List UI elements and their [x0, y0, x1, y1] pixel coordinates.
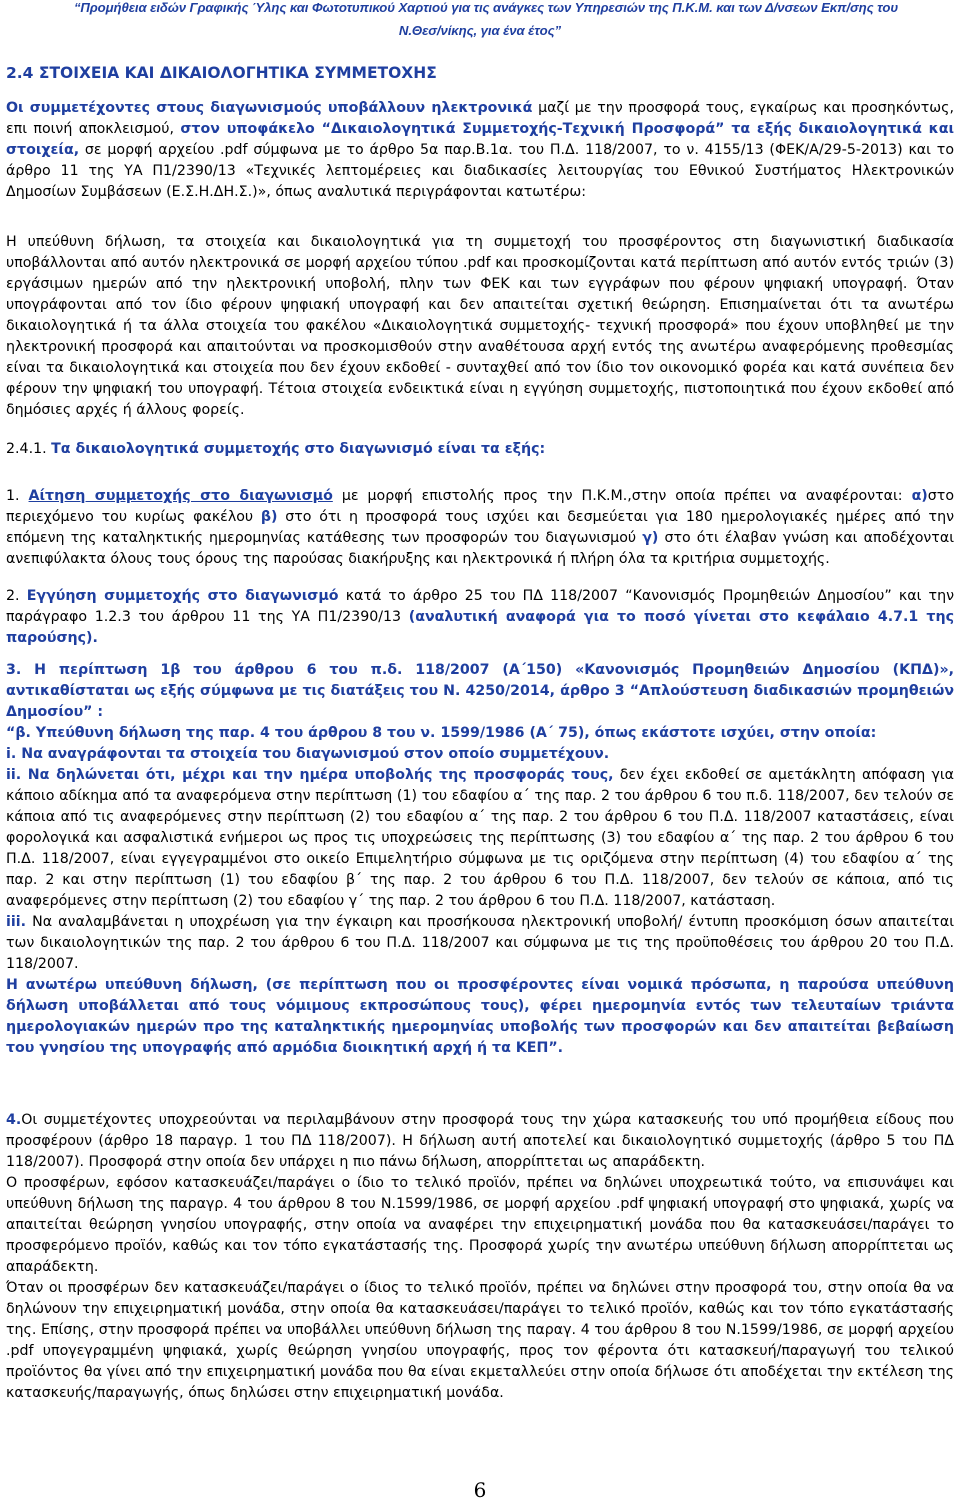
intro-bold-1: Οι συμμετέχοντες στους διαγωνισμούς υποβάλλουν ηλεκτρονικά: [6, 100, 533, 116]
intro-text-2: σε μορφή αρχείου .pdf σύμφωνα με το άρθρο 5α παρ.Β.1α. του Π.Δ. 118/2007, το ν. 4155/13 (ΦΕΚ/Α/29-5-2013) και το άρθρο 11 της ΥΑ Π1/2390/13 «Τεχνικές λεπτομέρειες και διαδικασίες λειτουργίας του Εθνικού Συστήματος Ηλεκτρονικών Δημοσίων Συμβάσεων (Ε.Σ.Η.ΔΗ.Σ.)», όπως αναλυτικά περιγράφονται κατωτέρω:: [6, 142, 954, 200]
item-1-heading: Αίτηση συμμετοχής στο διαγωνισμό: [28, 488, 333, 504]
item-1-text-a: με μορφή επιστολής προς την Π.Κ.Μ.,στην οποία πρέπει να αναφέρονται:: [332, 488, 912, 504]
paragraph-intro: [6, 98, 954, 203]
item-3-i-clause: i. Να αναγράφονται τα στοιχεία του διαγωνισμού στον οποίο συμμετέχουν.: [6, 746, 610, 762]
subsection-2-4-1: [6, 439, 954, 460]
item-2-note: (αναλυτική αναφορά για το ποσό γίνεται στο κεφάλαιο 4.7.1 της παρούσης).: [6, 609, 954, 646]
page-number: 6: [473, 1478, 487, 1502]
item-4: [6, 1110, 954, 1404]
item-3-ii-text: δεν έχει εκδοθεί σε αμετάκλητη απόφαση για κάποιο αδίκημα από τα αναφερόμενα στην περίπτωση (1) του εδαφίου α΄ της παρ. 2 του άρθρου 6 του π.δ. 118/2007, δεν τελούν σε κάποια από τις αναφερόμενες στην περίπτωση (2) του εδαφίου α΄ της παρ. 2 του άρθρου 6 του Π.Δ. 118/2007 καταστάσεις, είναι φορολογικά και ασφαλιστικά ενήμεροι ως προς τις υποχρεώσεις της περίπτωσης (3) του εδαφίου α΄ της παρ. 2 του άρθρου 6 του Π.Δ. 118/2007, είναι εγγεγραμμένοι στο οικείο Επιμελητήριο σύμφωνα με τις οριζόμενα στην περίπτωση (4) του εδαφίου α΄ της παρ. 2 και στην περίπτωση (1) του εδαφίου β΄ της παρ. 2 του άρθρου 6 του Π.Δ. 118/2007, δεν τελούν σε κάποια, από τις αναφερόμενες στην περίπτωση (2) του εδαφίου γ΄ της παρ. 2 του άρθρου 6 του Π.Δ. 118/2007, κατάσταση.: [6, 767, 955, 909]
intro-text-1: μαζί με την προσφορά τους, εγκαίρως και προσηκόντως, επι ποινή αποκλεισμού,: [6, 100, 954, 137]
item-1-b-marker: β): [260, 509, 278, 525]
paragraph-declaration: Η υπεύθυνη δήλωση, τα στοιχεία και δικαιολογητικά για τη συμμετοχή του προσφέροντος στη διαγωνιστική διαδικασία υποβάλλονται από αυτόν ηλεκτρονικά σε μορφή αρχείου τύπου .pdf και προσκομίζονται κατά περίπτωση από αυτόν εντός τριών (3) εργάσιμων ημερών από την ηλεκτρονική υποβολή, πλην των ΦΕΚ και των εγγράφων που φέρουν ψηφιακή υπογραφή. Όταν υπογράφονται από τον ίδιο φέρουν ψηφιακή υπογραφή και δεν απαιτείται σχετική θεώρηση. Επισημαίνεται ότι τα ανωτέρω δικαιολογητικά ή τα άλλα στοιχεία του φακέλου «Δικαιολογητικά συμμετοχής- τεχνική προσφορά» που έχουν υποβληθεί με την ηλεκτρονική προσφορά και απαιτούνται να προσκομισθούν στην αναθέτουσα αρχή εντός της ανωτέρω αναφερόμενης προθεσμίας είναι τα δικαιολογητικά και στοιχεία που δεν έχουν εκδοθεί - συνταχθεί από τον ίδιο τον οικονομικό φορέα και κατά συνέπεια δεν φέρουν την ψηφιακή του υπογραφή. Τέτοια στοιχεία ενδεικτικά είναι η εγγύηση συμμετοχής, πιστοποιητικά που έχουν εκδοθεί από δημόσιες αρχές ή άλλους φορείς.: [6, 234, 954, 418]
item-2-number: 2.: [6, 588, 27, 604]
item-1-a-marker: α): [911, 488, 928, 504]
item-4-para-3: Όταν οι προσφέρων δεν κατασκευάζει/παράγει ο ίδιος το τελικό προϊόν, πρέπει να δηλώνει στην προσφορά του, στην οποία θα να δηλώνουν την επιχειρηματική μονάδα, στην οποία θα κατασκευάσει/παράγει το τελικό προϊόν, καθώς και τον τόπο εγκατάστασής της. Επίσης, στην προσφορά πρέπει να υποβάλλει υπεύθυνη δήλωση της παραγ. 4 του άρθρου 8 του Ν.1599/1986, σε μορφή αρχείου .pdf υπογεγραμμένη ψηφιακά, χωρίς θεώρηση γνησίου υπογραφής, προς τον φέροντα ότι κατασκευή/παραγωγή του τελικού προϊόντος θα γίνει από την επιχειρηματική μονάδα που θα είναι εκμεταλλεύει στην οποία δήλωσε ότι αποδέχεται την εκτέλεση της κατασκευής/παραγωγής, όπως δηλώσει στην επιχειρηματική μονάδα.: [6, 1280, 954, 1401]
item-3-final: Η ανωτέρω υπεύθυνη δήλωση, (σε περίπτωση που οι προσφέροντες είναι νομικά πρόσωπα, η παρούσα υπεύθυνη δήλωση υποβάλλεται από τους νόμιμους εκπροσώπους τους), φέρει ημερομηνία εντός των τελευταίων τριάντα ημερολογιακών ημερών προ της καταληκτικής ημερομηνίας υποβολής των προσφορών και δεν απαιτείται βεβαίωση του γνησίου της υπογραφής από αρμόδια διοικητική αρχή ή τα ΚΕΠ”.: [6, 977, 954, 1056]
intro-bold-2: στον υποφάκελο “Δικαιολογητικά Συμμετοχής-Τεχνική Προσφορά” τα εξής δικαιολογητικά και στοιχεία,: [6, 121, 955, 158]
item-3-ii-lead: ii. Να δηλώνεται ότι, μέχρι και την ημέρα υποβολής της προσφοράς τους,: [6, 767, 614, 783]
item-1-c-marker: γ): [642, 530, 659, 546]
header-line-1: “Προμήθεια ειδών Γραφικής Ύλης και Φωτοτυπικού Χαρτιού για τις ανάγκες των Υπηρεσιών της Π.Κ.Μ. και των Δ/νσεων Εκπ/σης του: [73, 0, 899, 15]
item-3: [6, 660, 954, 1059]
subsection-number: 2.4.1.: [6, 441, 52, 457]
section-title: 2.4 ΣΤΟΙΧΕΙΑ ΚΑΙ ΔΙΚΑΙΟΛΟΓΗΤΙΚΑ ΣΥΜΜΕΤΟΧΗΣ: [6, 64, 437, 82]
item-4-para-1: Οι συμμετέχοντες υποχρεούνται να περιλαμβάνουν στην προσφορά τους την χώρα κατασκευής του υπό προμήθεια είδους που προσφέρουν (άρθρο 18 παραγρ. 1 του ΠΔ 118/2007). Η δήλωση αυτή αποτελεί και δικαιολογητικό συμμετοχής (άρθρο 5 του ΠΔ 118/2007). Προσφορά στην οποία δεν υπάρχει η πιο πάνω δήλωση, απορρίπτεται ως απαράδεκτη.: [6, 1112, 954, 1170]
item-4-number: 4.: [6, 1112, 22, 1128]
item-1-text-c: στο ότι η προσφορά τους ισχύει και δεσμεύεται για 180 ημερολογιακές ημέρες από την επόμενη της καταληκτικής ημερομηνίας κατάθεσης των προσφορών του διαγωνισμού: [6, 509, 954, 546]
item-1-number: 1.: [6, 488, 29, 504]
header-line-2: Ν.Θεσ/νίκης, για ένα έτος”: [398, 23, 562, 38]
item-2-text: κατά το άρθρο 25 του ΠΔ 118/2007 “Κανονισμός Προμηθειών Δημοσίου” και την παράγραφο 1.2.3 του άρθρου 11 της ΥΑ Π1/2390/13: [6, 588, 955, 625]
item-4-para-2: Ο προσφέρων, εφόσον κατασκευάζει/παράγει ο ίδιο το τελικό προϊόν, πρέπει να δηλώνει υποχρεωτικά τούτο, να επισυνάψει και υπεύθυνη δήλωση της παραγρ. 4 του άρθρου 8 του Ν.1599/1986, σε μορφή αρχείου .pdf ψηφιακή υπογραφή στο ψηφιακά, χωρίς να απαιτείται θεώρηση γνησίου υπογραφής, στην οποία να αναφέρει την επιχειρηματική μονάδα που θα κατασκευάσει/παράγει το προσφερόμενο προϊόν, καθώς και τον τόπο εγκατάστασής της. Προσφορά χωρίς την ανωτέρω υπεύθυνη δήλωση απορρίπτεται ως απαράδεκτη.: [6, 1175, 954, 1275]
item-1-text-d: στο ότι έλαβαν γνώση και αποδέχονται ανεπιφύλακτα όλους τους όρους της παρούσας διακήρυξης και ηλεκτρονικά ή πλήρη όλα τα κριτήρια συμμετοχής.: [6, 530, 954, 567]
item-3-iii-lead: iii.: [6, 914, 26, 930]
subsection-heading: Τα δικαιολογητικά συμμετοχής στο διαγωνισμό είναι τα εξής:: [51, 441, 546, 457]
item-1: [6, 486, 954, 570]
item-3-b-clause: “β. Υπεύθυνη δήλωση της παρ. 4 του άρθρου 8 του ν. 1599/1986 (Α΄ 75), όπως εκάστοτε ισχύει, στην οποία:: [6, 725, 877, 741]
item-1-text-b: στο περιεχόμενο του κυρίως φακέλου: [6, 488, 955, 525]
item-2-heading: Εγγύηση συμμετοχής στο διαγωνισμό: [26, 588, 339, 604]
item-2: [6, 586, 954, 649]
item-3-iii-text: Να αναλαμβάνεται η υποχρέωση για την έγκαιρη και προσήκουσα ηλεκτρονική υποβολή/ έντυπη προσκόμιση όσων απαιτείται των δικαιολογητικών της παρ. 2 του άρθρου 6 του Π.Δ. 118/2007 και σύμφωνα με τις της προϋποθέσεις του άρθρου 20 του Π.Δ. 118/2007.: [6, 914, 954, 972]
item-3-heading: 3. Η περίπτωση 1β του άρθρου 6 του π.δ. 118/2007 (Α΄150) «Κανονισμός Προμηθειών Δημοσίου (ΚΠΔ)», αντικαθίσταται ως εξής σύμφωνα με τις διατάξεις του Ν. 4250/2014, άρθρο 3 “Απλούστευση διαδικασιών προμηθειών Δημοσίου” :: [6, 662, 954, 720]
